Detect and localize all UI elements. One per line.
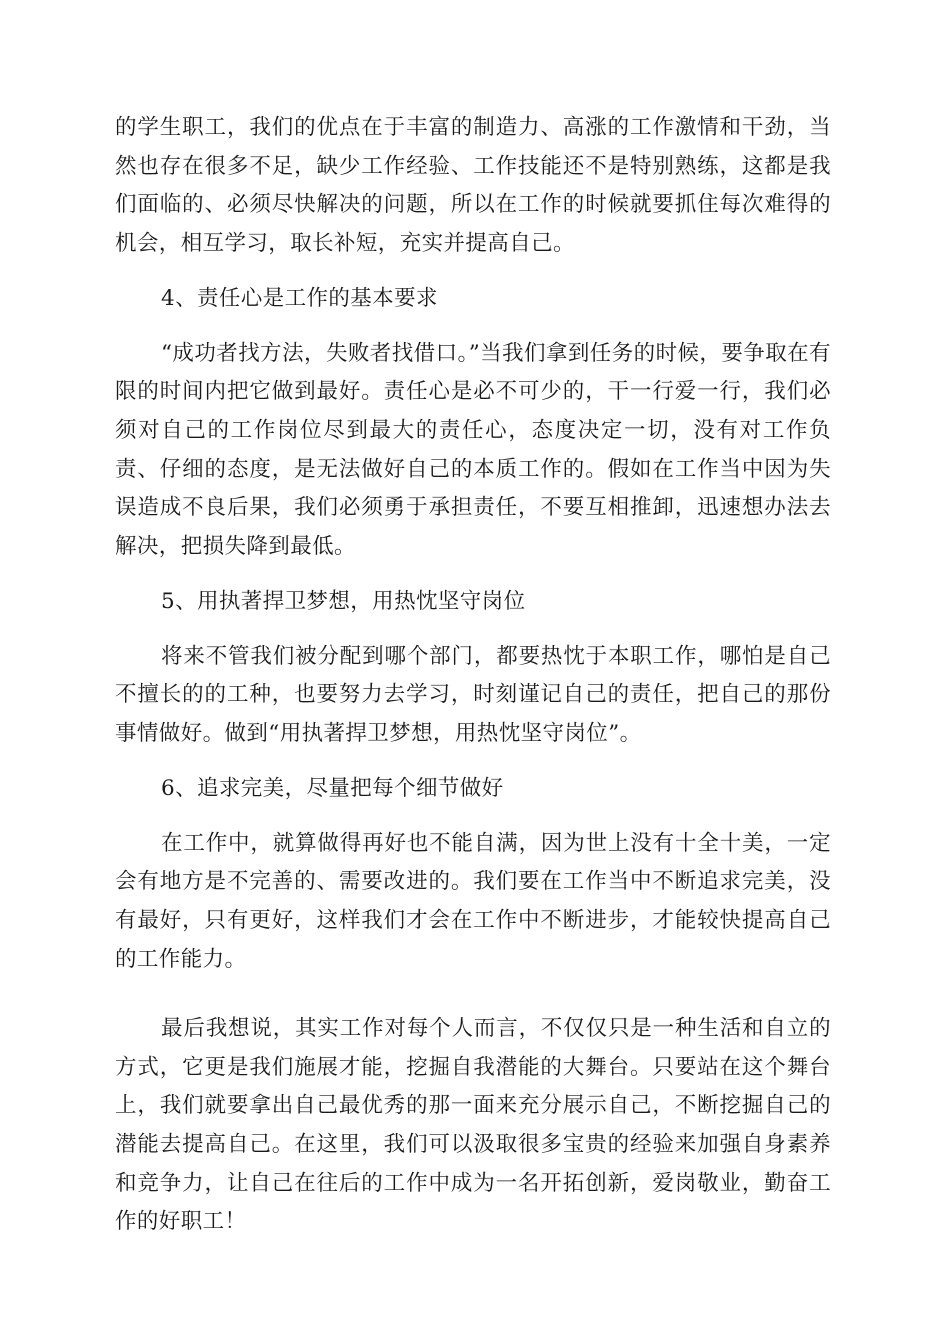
document-page (115, 109, 831, 1242)
paragraph-responsibility: “成功者找方法，失败者找借口。”当我们拿到任务的时候，要争取在有限的时间内把它做到最好。责任心是必不可少的，干一行爱一行，我们必须对自己的工作岗位尽到最大的责任心，态度决定一切，没有对工作负责、仔细的态度，是无法做好自己的本质工作的。假如在工作当中因为失误造成不良后果，我们必须勇于承担责任，不要互相推卸，迅速想办法去解决，把损失降到最低。 (115, 340, 831, 559)
section-heading-4: 4、责任心是工作的基本要求 (161, 285, 438, 311)
paragraph-intro-continuation: 的学生职工，我们的优点在于丰富的制造力、高涨的工作激情和干劲，当然也存在很多不足，缺少工作经验、工作技能还不是特别熟练，这都是我们面临的、必须尽快解决的问题，所以在工作的时候就要抓住每次难得的机会，相互学习，取长补短，充实并提高自己。 (115, 115, 831, 256)
paragraph-perfection: 在工作中，就算做得再好也不能自满，因为世上没有十全十美，一定会有地方是不完善的、需要改进的。我们要在工作当中不断追求完美，没有最好，只有更好，这样我们才会在工作中不断进步，才能较快提高自己的工作能力。 (115, 830, 831, 972)
paragraph-dedication: 将来不管我们被分配到哪个部门，都要热忱于本职工作，哪怕是自己不擅长的的工种，也要努力去学习，时刻谨记自己的责任，把自己的那份事情做好。做到“用执著捍卫梦想，用热忱坚守岗位”。 (115, 643, 831, 746)
section-heading-6: 6、追求完美，尽量把每个细节做好 (161, 775, 504, 801)
paragraph-conclusion: 最后我想说，其实工作对每个人而言，不仅仅只是一种生活和自立的方式，它更是我们施展才能，挖掘自我潜能的大舞台。只要站在这个舞台上，我们就要拿出自己最优秀的那一面来充分展示自己，不断挖掘自己的潜能去提高自己。在这里，我们可以汲取很多宝贵的经验来加强自身素养和竞争力，让自己在往后的工作中成为一名开拓创新，爱岗敬业，勤奋工作的好职工！ (115, 1016, 831, 1235)
section-heading-5: 5、用执著捍卫梦想，用热忱坚守岗位 (161, 588, 526, 614)
